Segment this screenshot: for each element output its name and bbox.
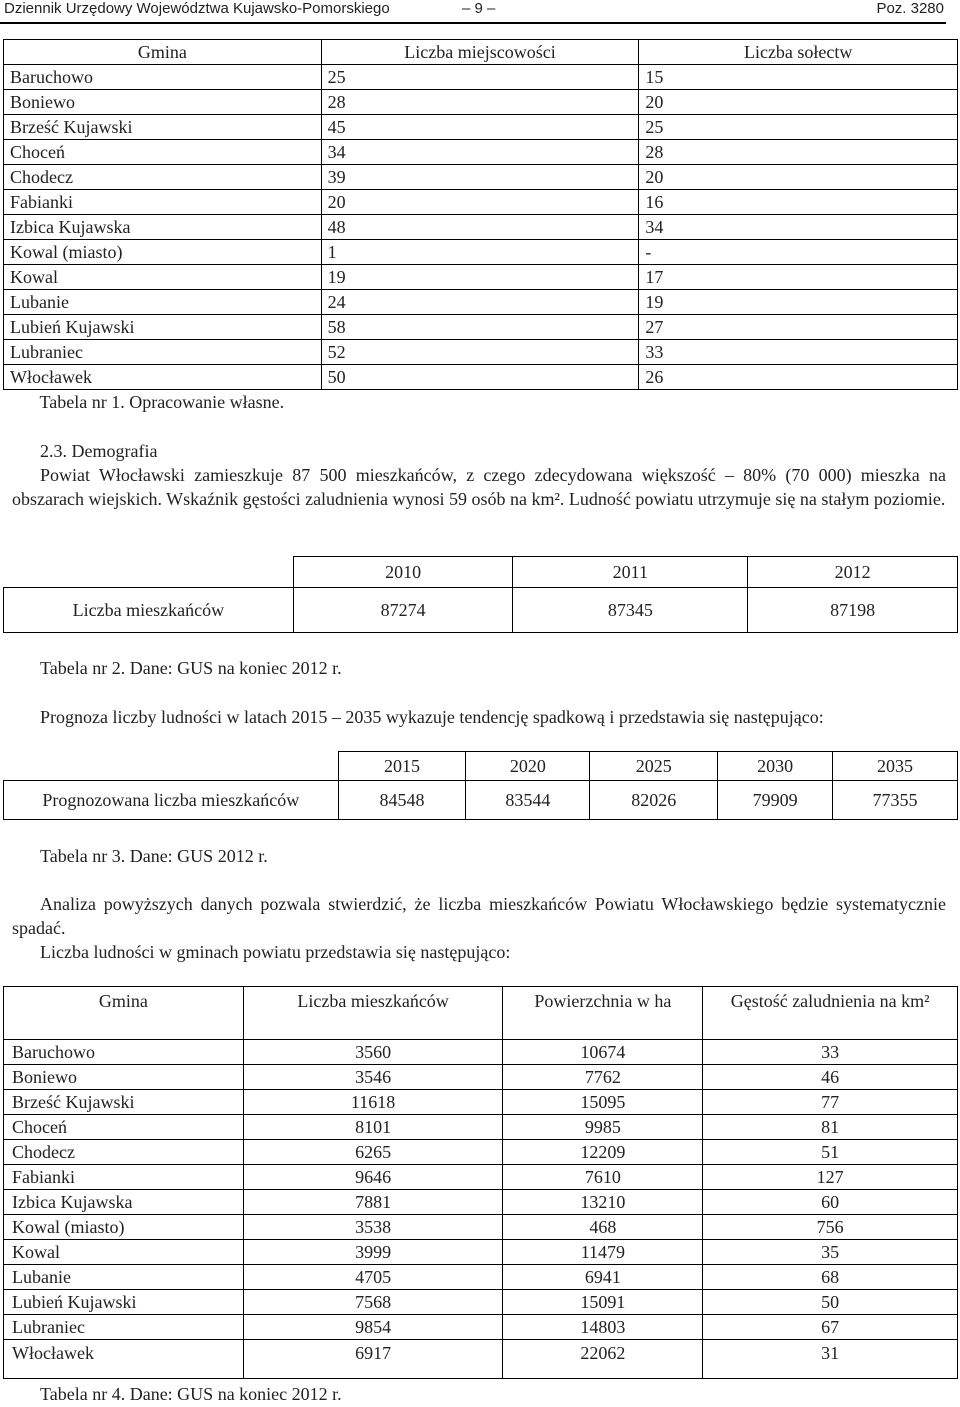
table-cell: 756: [703, 1215, 958, 1240]
table-cell: 15095: [503, 1090, 703, 1115]
table-row: [4, 588, 958, 633]
table-cell: 79909: [718, 781, 833, 820]
header-cell: Liczba miejscowości: [321, 40, 639, 65]
table-header-row: [4, 987, 958, 1040]
table-row: [4, 1290, 958, 1315]
table-cell: 51: [703, 1140, 958, 1165]
section-heading: 2.3. Demografia: [40, 441, 158, 461]
table-row: [4, 340, 958, 365]
table-cell: 20: [639, 90, 958, 115]
table-cell: Boniewo: [4, 90, 322, 115]
table-cell: Włocławek: [4, 365, 322, 390]
table-cell: 11618: [243, 1090, 503, 1115]
table-header-row: [4, 40, 958, 65]
table-row: [4, 265, 958, 290]
table-row: [4, 1265, 958, 1290]
table-cell: 27: [639, 315, 958, 340]
table-caption: Tabela nr 2. Dane: GUS na koniec 2012 r.: [40, 658, 342, 678]
table-cell: 87274: [293, 588, 513, 633]
table-cell: 84548: [338, 781, 466, 820]
table-cell: Fabianki: [4, 190, 322, 215]
table-cell: 15: [639, 65, 958, 90]
table-cell: 12209: [503, 1140, 703, 1165]
table-caption: Tabela nr 1. Opracowanie własne.: [39, 392, 285, 412]
table-row: [4, 315, 958, 340]
table-cell: 9854: [243, 1315, 503, 1340]
table-row: [4, 115, 958, 140]
table-cell: 3560: [243, 1040, 503, 1065]
table-cell: Lubanie: [4, 290, 322, 315]
table-cell: Lubraniec: [4, 1315, 244, 1340]
table-cell: 35: [703, 1240, 958, 1265]
header-cell: 2012: [748, 557, 958, 588]
table-row: [4, 290, 958, 315]
table-cell: 81: [703, 1115, 958, 1140]
table-row: [4, 1315, 958, 1340]
table-cell: Lubień Kujawski: [4, 1290, 244, 1315]
table-cell: 26: [639, 365, 958, 390]
table-cell: 6265: [243, 1140, 503, 1165]
table-cell: 15091: [503, 1290, 703, 1315]
table-localities: [3, 39, 958, 414]
table-cell: Baruchowo: [4, 65, 322, 90]
table-cell: 468: [503, 1215, 703, 1240]
table-cell: 13210: [503, 1190, 703, 1215]
forecast-intro: Prognoza liczby ludności w latach 2015 – 2035 wykazuje tendencję spadkową i przedstawia się następująco:: [40, 707, 824, 727]
table-row: [4, 1215, 958, 1240]
header-cell: Powierzchnia w ha: [503, 987, 703, 1040]
table-cell: Izbica Kujawska: [4, 1190, 244, 1215]
table-gmina-population: [3, 986, 958, 1379]
table-cell: 8101: [243, 1115, 503, 1140]
table-cell: 9646: [243, 1165, 503, 1190]
header-cell: Gęstość zaludnienia na km²: [703, 987, 958, 1040]
table-cell: Boniewo: [4, 1065, 244, 1090]
table-cell: 20: [639, 165, 958, 190]
header-cell: 2030: [718, 752, 833, 781]
empty-cell: [4, 752, 339, 781]
table-cell: 19: [321, 265, 639, 290]
table-header-row: [4, 752, 958, 781]
position-number: Poz. 3280: [876, 0, 944, 17]
table-row: [4, 1190, 958, 1215]
table-cell: 33: [639, 340, 958, 365]
table-cell: -: [639, 240, 958, 265]
header-cell: Liczba mieszkańców: [243, 987, 503, 1040]
table-cell: 34: [639, 215, 958, 240]
table-cell: 7881: [243, 1190, 503, 1215]
table-cell: Lubraniec: [4, 340, 322, 365]
table-cell: Brześć Kujawski: [4, 1090, 244, 1115]
page-number: – 9 –: [462, 0, 496, 17]
table-header-row: [4, 557, 958, 588]
header-cell: Liczba sołectw: [639, 40, 958, 65]
header-cell: Gmina: [4, 40, 322, 65]
table-cell: 52: [321, 340, 639, 365]
table-row: [4, 240, 958, 265]
table-cell: 68: [703, 1265, 958, 1290]
header-cell: 2025: [590, 752, 718, 781]
table-cell: Lubień Kujawski: [4, 315, 322, 340]
table-row: [4, 65, 958, 90]
table-row: [4, 1090, 958, 1115]
table-cell: Chodecz: [4, 1140, 244, 1165]
table-cell: 87198: [748, 588, 958, 633]
table-cell: 67: [703, 1315, 958, 1340]
table-row: [4, 781, 958, 820]
table-cell: 83544: [466, 781, 590, 820]
table-cell: 60: [703, 1190, 958, 1215]
table-cell: Brześć Kujawski: [4, 115, 322, 140]
empty-cell: [4, 557, 294, 588]
table-row: [4, 1240, 958, 1265]
table4-intro: Liczba ludności w gminach powiatu przedstawia się następująco:: [40, 942, 511, 962]
table-cell: 19: [639, 290, 958, 315]
journal-title: Dziennik Urzędowy Województwa Kujawsko-Pomorskiego: [4, 0, 390, 17]
table-cell: 1: [321, 240, 639, 265]
table-cell: 14803: [503, 1315, 703, 1340]
header-cell: 2011: [513, 557, 748, 588]
table-row: [4, 1340, 958, 1379]
table-cell: 3999: [243, 1240, 503, 1265]
table-cell: 48: [321, 215, 639, 240]
header-cell: 2035: [833, 752, 958, 781]
table-cell: 7568: [243, 1290, 503, 1315]
table-cell: 39: [321, 165, 639, 190]
analysis-paragraph: Analiza powyższych danych pozwala stwierdzić, że liczba mieszkańców Powiatu Włocławskiego będzie systematycznie spadać.: [12, 894, 946, 938]
table-cell: 34: [321, 140, 639, 165]
header-cell: 2015: [338, 752, 466, 781]
table-cell: Baruchowo: [4, 1040, 244, 1065]
table-cell: Lubanie: [4, 1265, 244, 1290]
table-cell: 50: [321, 365, 639, 390]
table-row: [4, 90, 958, 115]
table-cell: 31: [703, 1340, 958, 1379]
table-cell: 7762: [503, 1065, 703, 1090]
table-cell: 6941: [503, 1265, 703, 1290]
table-cell: 3538: [243, 1215, 503, 1240]
table-cell: 127: [703, 1165, 958, 1190]
table-caption: Tabela nr 3. Dane: GUS 2012 r.: [40, 846, 268, 866]
table-cell: 87345: [513, 588, 748, 633]
table-cell: Kowal: [4, 265, 322, 290]
header-cell: 2010: [293, 557, 513, 588]
table-cell: Włocławek: [4, 1340, 244, 1379]
table-cell: Izbica Kujawska: [4, 215, 322, 240]
table-cell: 11479: [503, 1240, 703, 1265]
table-cell: 33: [703, 1040, 958, 1065]
header-cell: 2020: [466, 752, 590, 781]
table-row: [4, 1115, 958, 1140]
table-cell: Fabianki: [4, 1165, 244, 1190]
table-row: [4, 165, 958, 190]
table-cell: 82026: [590, 781, 718, 820]
table-cell: Kowal (miasto): [4, 1215, 244, 1240]
demography-paragraph: Powiat Włocławski zamieszkuje 87 500 mieszkańców, z czego zdecydowana większość – 80% (70 000) mieszka na obszarach wiejskich. Wskaźnik gęstości zaludnienia wynosi 59 osób na km². Ludność powiatu utrzymuje się na stałym poziomie.: [12, 465, 946, 509]
table-row: [4, 1165, 958, 1190]
table-cell: 25: [321, 65, 639, 90]
table-cell: 28: [321, 90, 639, 115]
row-label: Prognozowana liczba mieszkańców: [4, 781, 339, 820]
table-row: [4, 1140, 958, 1165]
header-cell: Gmina: [4, 987, 244, 1040]
table-cell: 9985: [503, 1115, 703, 1140]
table-cell: Choceń: [4, 140, 322, 165]
table-row: [4, 365, 958, 390]
table-cell: 6917: [243, 1340, 503, 1379]
table-cell: Kowal: [4, 1240, 244, 1265]
table-row: [4, 1040, 958, 1065]
table-cell: 17: [639, 265, 958, 290]
table-cell: 10674: [503, 1040, 703, 1065]
table-cell: Kowal (miasto): [4, 240, 322, 265]
table-row: [4, 140, 958, 165]
table-cell: 25: [639, 115, 958, 140]
table-cell: 4705: [243, 1265, 503, 1290]
row-label: Liczba mieszkańców: [4, 588, 294, 633]
table-cell: 77355: [833, 781, 958, 820]
table-cell: 20: [321, 190, 639, 215]
table-cell: Choceń: [4, 1115, 244, 1140]
table-cell: 77: [703, 1090, 958, 1115]
table-cell: 24: [321, 290, 639, 315]
table-cell: 45: [321, 115, 639, 140]
table-row: [4, 1065, 958, 1090]
page-header: [4, 0, 944, 22]
table-cell: 3546: [243, 1065, 503, 1090]
table-cell: 22062: [503, 1340, 703, 1379]
table-cell: 16: [639, 190, 958, 215]
table-cell: 7610: [503, 1165, 703, 1190]
table-caption: Tabela nr 4. Dane: GUS na koniec 2012 r.: [40, 1384, 342, 1404]
header-rule: [0, 22, 946, 24]
table-population: [3, 556, 958, 633]
table-forecast: [3, 751, 958, 820]
table-cell: Chodecz: [4, 165, 322, 190]
table-cell: 58: [321, 315, 639, 340]
table-row: [4, 215, 958, 240]
table-cell: 28: [639, 140, 958, 165]
table-cell: 50: [703, 1290, 958, 1315]
table-row: [4, 190, 958, 215]
table-cell: 46: [703, 1065, 958, 1090]
